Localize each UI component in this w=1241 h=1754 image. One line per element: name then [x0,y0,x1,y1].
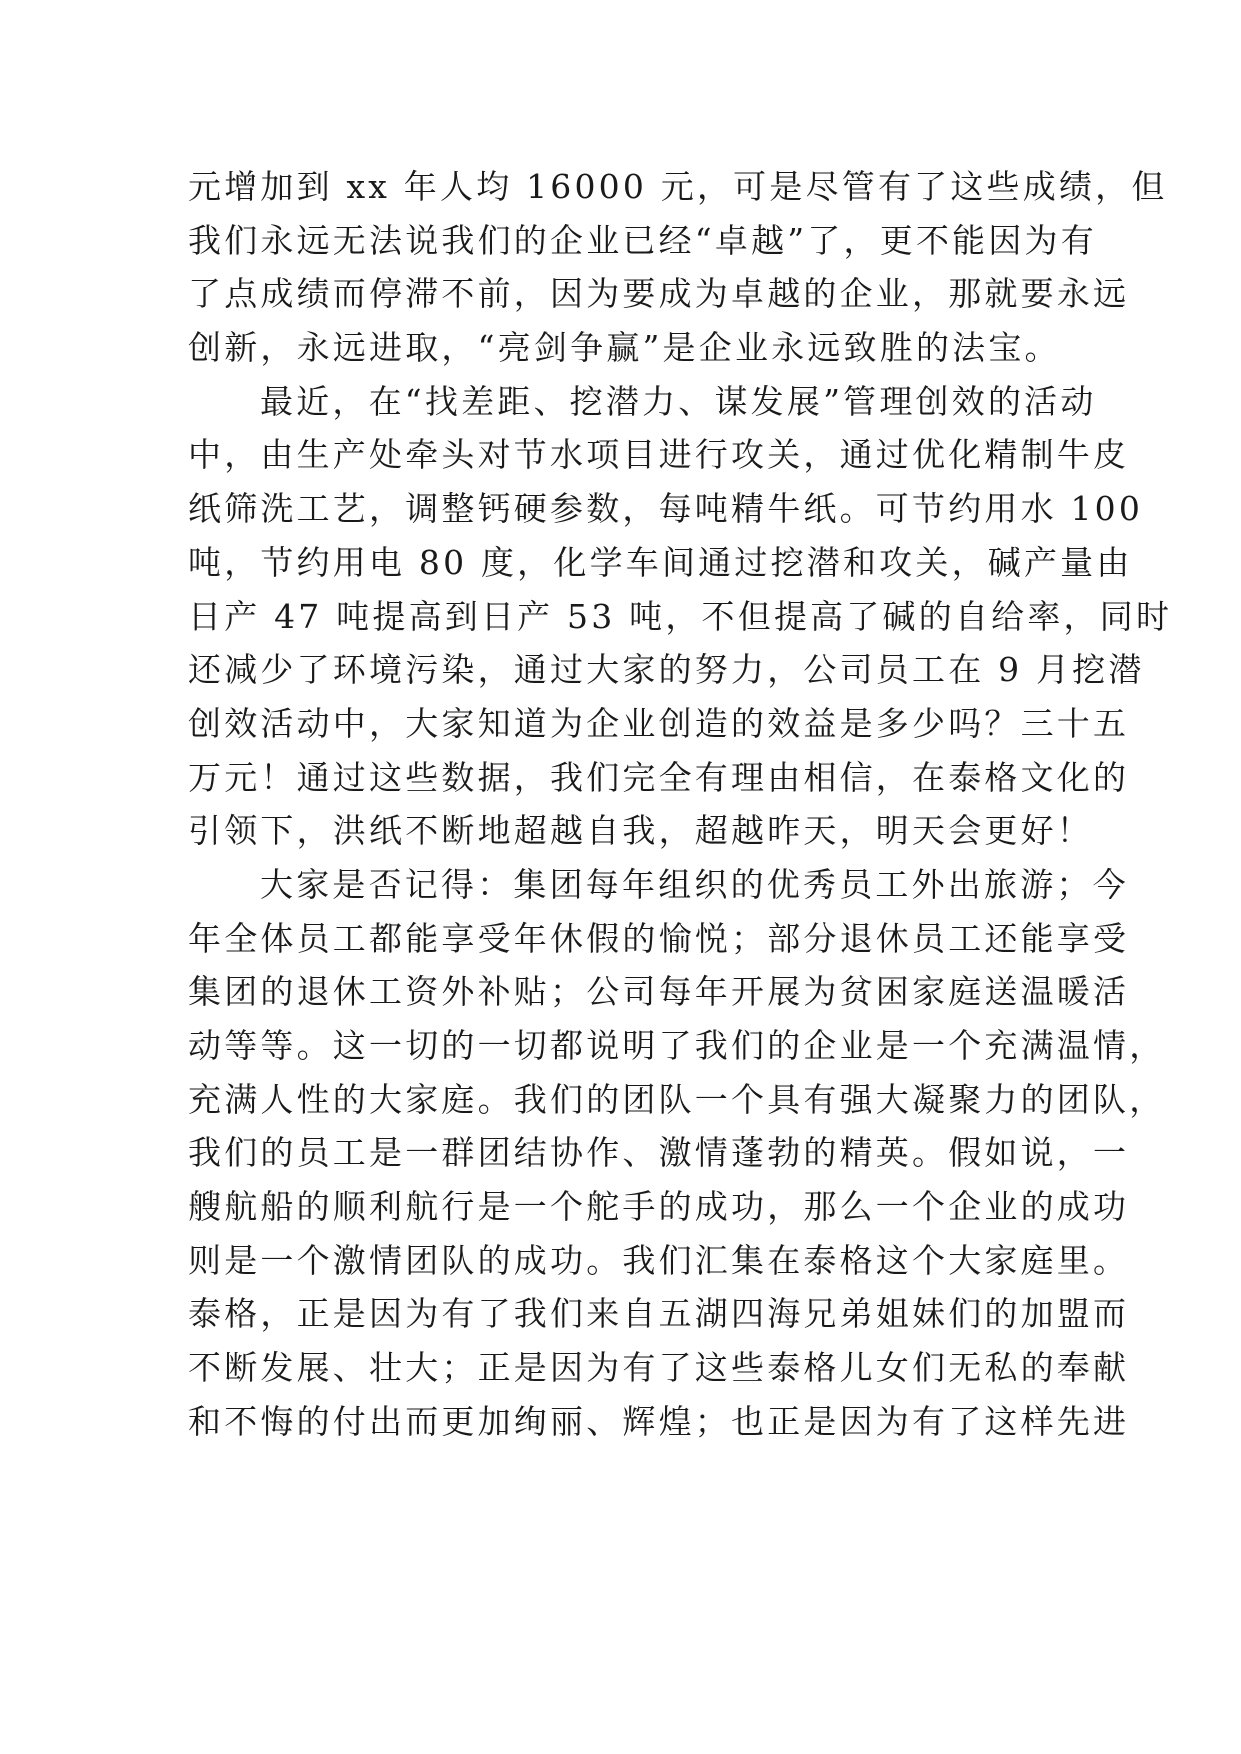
text-line: 创新，永远进取，“亮剑争赢”是企业永远致胜的法宝。 [188,328,1061,368]
text-line: 艘航船的顺利航行是一个舵手的成功，那么一个企业的成功 [188,1187,1130,1227]
paragraph-start-line: 大家是否记得：集团每年组织的优秀员工外出旅游；今 [260,864,1129,904]
text-line: 集团的退休工资外补贴；公司每年开展为贫困家庭送温暖活 [188,972,1130,1012]
text-line: 和不悔的付出而更加绚丽、辉煌；也正是因为有了这样先进 [188,1401,1130,1441]
text-line: 纸筛洗工艺，调整钙硬参数，每吨精牛纸。可节约用水 100 [188,489,1144,529]
text-line: 则是一个激情团队的成功。我们汇集在泰格这个大家庭里。 [188,1240,1130,1280]
text-line: 了点成绩而停滞不前，因为要成为卓越的企业，那就要永远 [188,274,1130,314]
text-line: 我们永远无法说我们的企业已经“卓越”了，更不能因为有 [188,220,1097,260]
text-line: 万元！通过这些数据，我们完全有理由相信，在泰格文化的 [188,757,1130,797]
text-line: 元增加到 xx 年人均 16000 元，可是尽管有了这些成绩，但 [188,167,1168,206]
paragraph-start-line: 最近，在“找差距、挖潜力、谋发展”管理创效的活动 [260,381,1097,421]
body-text [188,160,1173,1449]
text-line: 我们的员工是一群团结协作、激情蓬勃的精英。假如说，一 [188,1133,1130,1173]
text-line: 泰格，正是因为有了我们来自五湖四海兄弟姐妹们的加盟而 [188,1294,1130,1334]
text-line: 不断发展、壮大；正是因为有了这些泰格儿女们无私的奉献 [188,1348,1130,1388]
text-line: 动等等。这一切的一切都说明了我们的企业是一个充满温情， [188,1026,1166,1065]
text-line: 年全体员工都能享受年休假的愉悦；部分退休员工还能享受 [188,918,1130,958]
text-line: 充满人性的大家庭。我们的团队一个具有强大凝聚力的团队， [188,1079,1166,1119]
text-line: 日产 47 吨提高到日产 53 吨，不但提高了碱的自给率，同时 [188,596,1173,636]
text-line: 中，由生产处牵头对节水项目进行攻关，通过优化精制牛皮 [188,435,1130,475]
text-line: 吨，节约用电 80 度，化学车间通过挖潜和攻关，碱产量由 [188,542,1133,582]
text-line: 引领下，洪纸不断地超越自我，超越昨天，明天会更好！ [188,811,1093,851]
text-line: 还减少了环境污染，通过大家的努力，公司员工在 9 月挖潜 [188,650,1145,690]
text-line: 创效活动中，大家知道为企业创造的效益是多少吗？三十五 [188,703,1130,743]
